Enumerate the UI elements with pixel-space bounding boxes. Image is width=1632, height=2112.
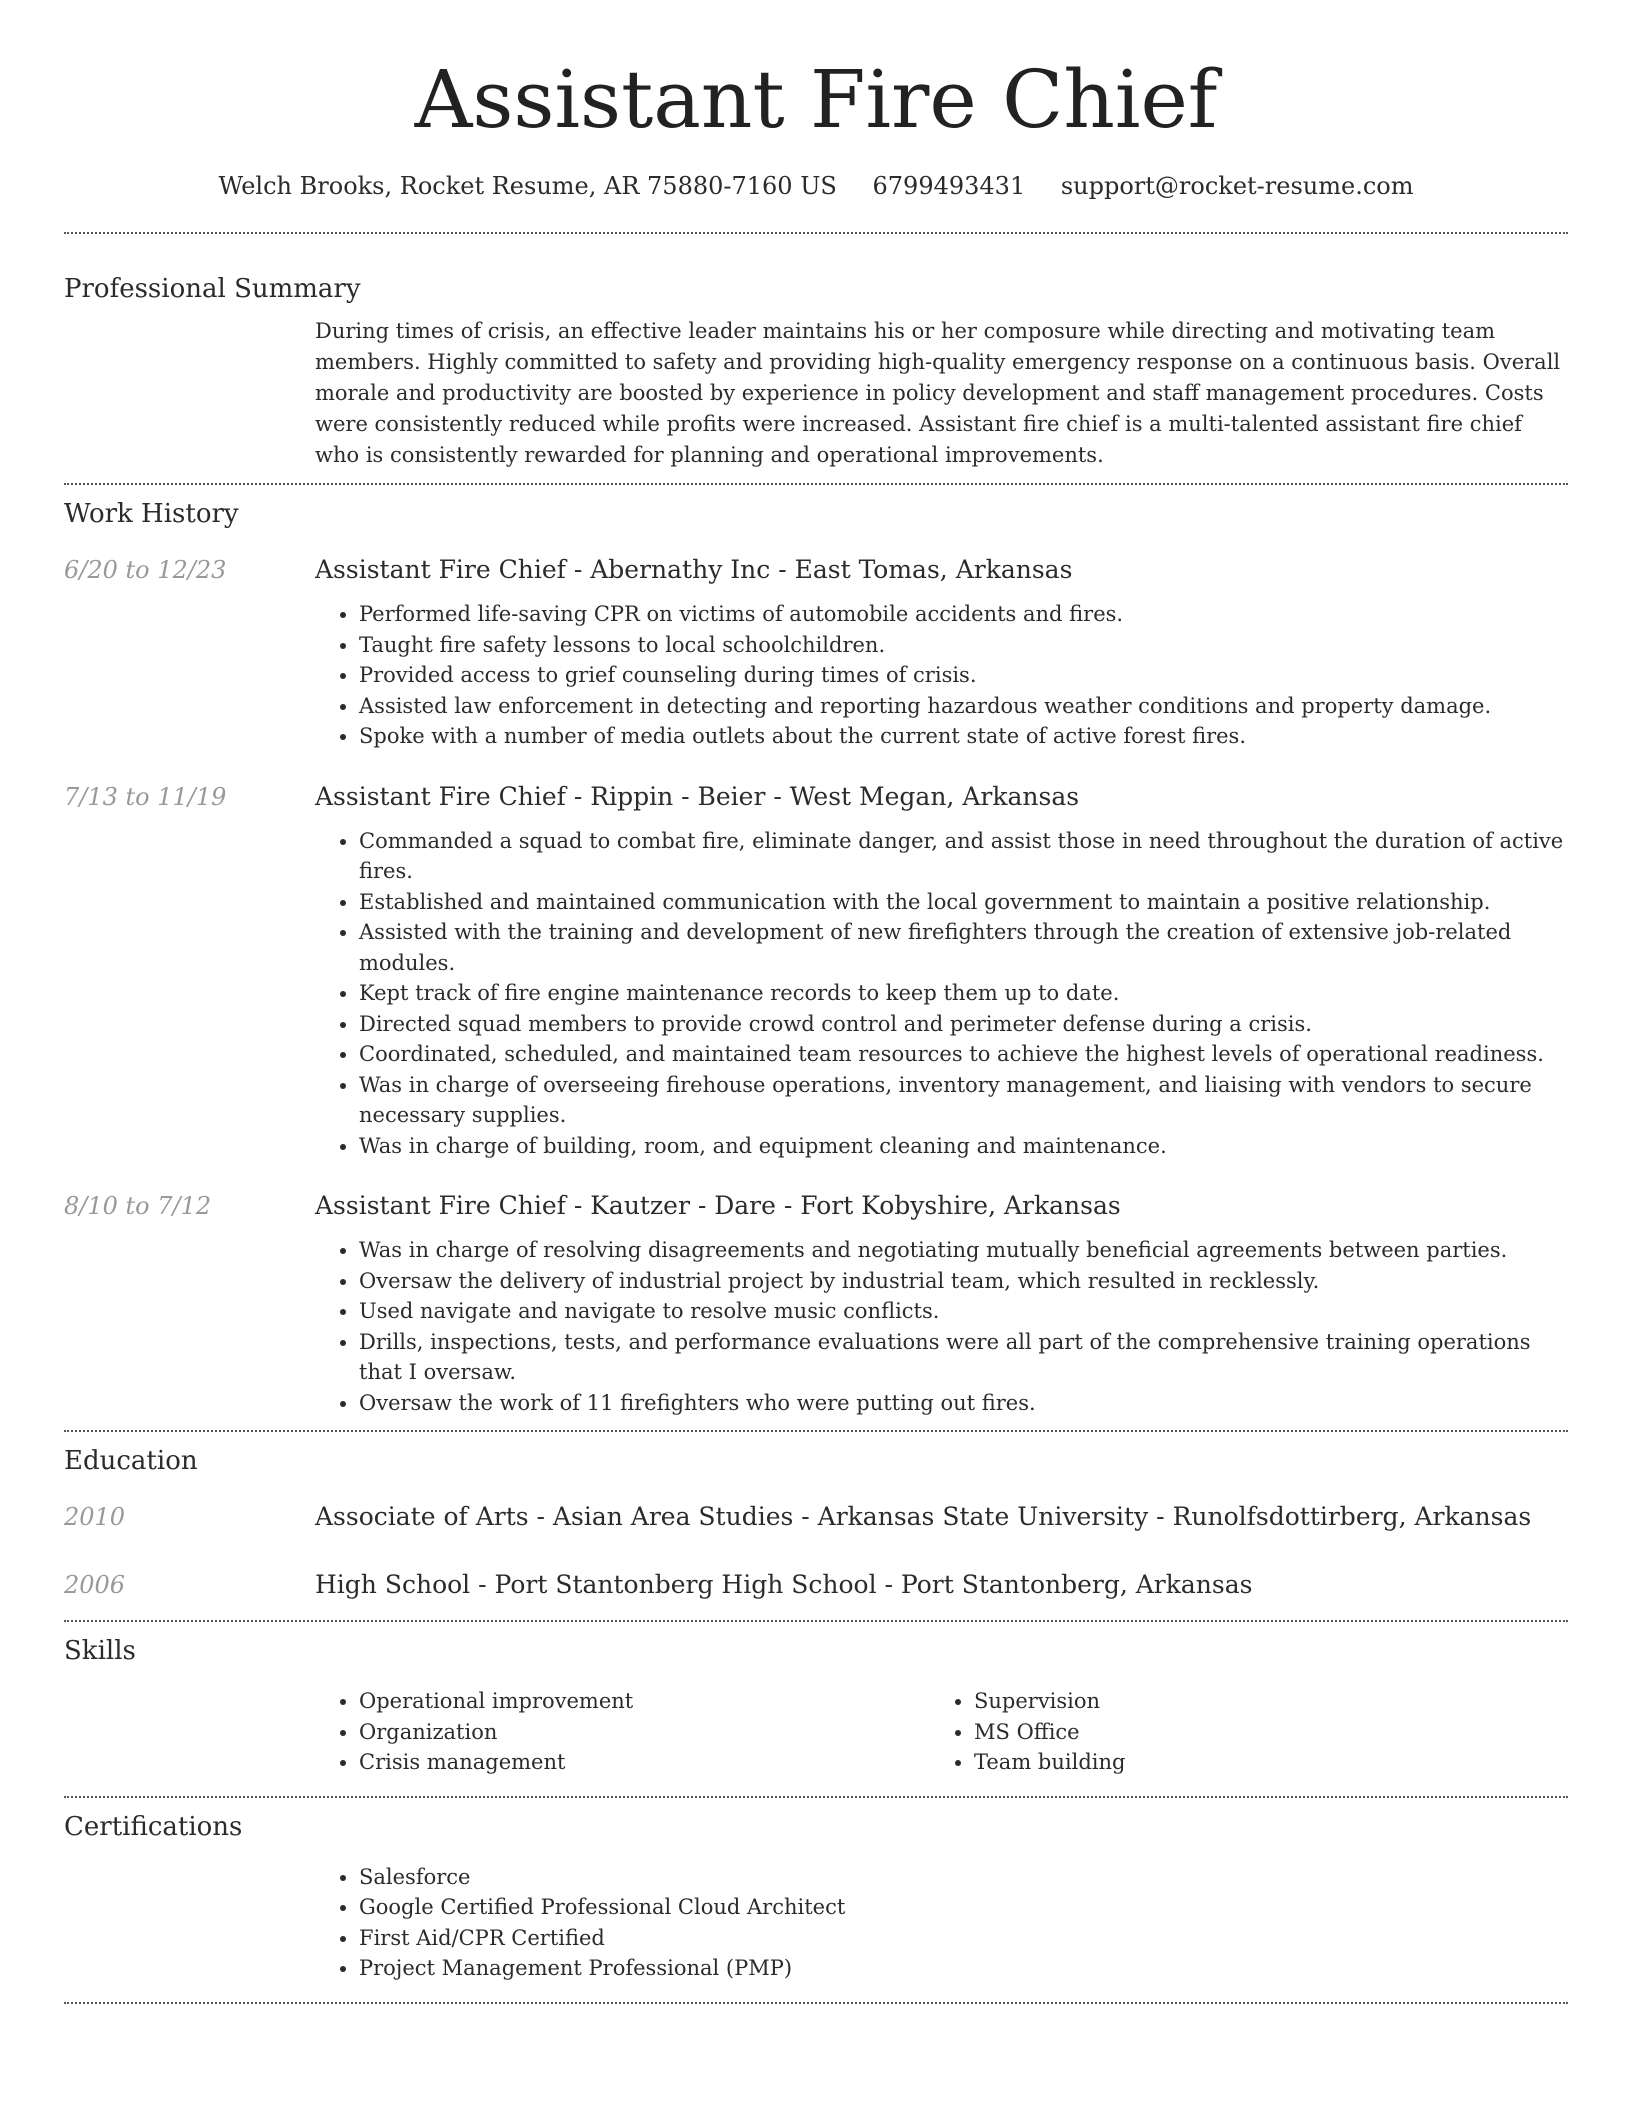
job-dates: 7/13 to 11/19 bbox=[64, 782, 227, 811]
job-bullet: • Assisted with the training and development of new firefighters through the creation of extensive job-related modules. bbox=[359, 917, 1568, 978]
job-details: - Rippin - Beier - West Megan, Arkansas bbox=[565, 781, 1080, 811]
summary-text: During times of crisis, an effective leader maintains his or her composure while directing and motivating team members. Highly committed to safety and providing high-quality emergency response on a continuous basis. Overall morale and productivity are boosted by experience in policy development and staff management procedures. Costs were consistently reduced while profits were increased. Assistant fire chief is a multi-talented assistant fire chief who is consistently rewarded for planning and operational improvements. bbox=[315, 319, 1561, 467]
contact-phone: 6799493431 bbox=[872, 172, 1026, 200]
job-bullets bbox=[315, 826, 1568, 1162]
job-entry bbox=[64, 553, 1568, 752]
certification-item: • First Aid/CPR Certified bbox=[359, 1923, 1568, 1954]
job-bullets bbox=[315, 599, 1568, 752]
job-role: Assistant Fire Chief bbox=[315, 555, 566, 584]
job-bullet: • Established and maintained communication with the local government to maintain a positive relationship. bbox=[359, 887, 1568, 918]
section-divider bbox=[64, 232, 1568, 234]
job-bullet: • Was in charge of building, room, and equipment cleaning and maintenance. bbox=[359, 1131, 1568, 1162]
job-role: Assistant Fire Chief bbox=[315, 781, 566, 811]
job-bullet: • Kept track of fire engine maintenance records to keep them up to date. bbox=[359, 978, 1568, 1009]
job-bullets bbox=[315, 1235, 1568, 1418]
section-divider bbox=[64, 1620, 1568, 1622]
job-bullet: • Commanded a squad to combat fire, eliminate danger, and assist those in need throughout the duration of active fires. bbox=[359, 826, 1568, 887]
education-degree: Associate of Arts bbox=[315, 1502, 529, 1531]
job-details: - Abernathy Inc - East Tomas, Arkansas bbox=[565, 555, 1073, 584]
resume-page bbox=[64, 0, 1568, 2004]
contact-email: support@rocket-resume.com bbox=[1060, 172, 1414, 200]
job-heading bbox=[315, 553, 1568, 587]
job-bullet: • Drills, inspections, tests, and performance evaluations were all part of the comprehensive training operations that I oversaw. bbox=[359, 1327, 1568, 1388]
job-bullet: • Oversaw the work of 11 firefighters who were putting out fires. bbox=[359, 1388, 1568, 1419]
job-bullet: • Spoke with a number of media outlets about the current state of active forest fires. bbox=[359, 721, 1568, 752]
section-title-work: Work History bbox=[64, 499, 239, 529]
section-title-education: Education bbox=[64, 1446, 198, 1476]
job-heading bbox=[315, 780, 1568, 814]
section-title-summary: Professional Summary bbox=[64, 274, 361, 304]
job-role: Assistant Fire Chief bbox=[315, 1191, 566, 1220]
job-bullet: • Assisted law enforcement in detecting and reporting hazardous weather conditions and property damage. bbox=[359, 691, 1568, 722]
job-dates: 6/20 to 12/23 bbox=[64, 556, 227, 584]
section-divider bbox=[64, 1796, 1568, 1798]
job-bullet: • Directed squad members to provide crowd control and perimeter defense during a crisis. bbox=[359, 1009, 1568, 1040]
job-details: - Kautzer - Dare - Fort Kobyshire, Arkansas bbox=[565, 1191, 1121, 1220]
job-entry bbox=[64, 1189, 1568, 1418]
education-entry bbox=[64, 1568, 1568, 1602]
section-divider bbox=[64, 483, 1568, 485]
skills-list bbox=[315, 1686, 1568, 1778]
education-year: 2010 bbox=[64, 1503, 126, 1531]
certifications-list bbox=[315, 1862, 1568, 1984]
job-dates: 8/10 to 7/12 bbox=[64, 1192, 212, 1220]
job-bullet: • Coordinated, scheduled, and maintained team resources to achieve the highest levels of operational readiness. bbox=[359, 1039, 1568, 1070]
education-heading bbox=[315, 1500, 1568, 1534]
job-bullet: • Provided access to grief counseling during times of crisis. bbox=[359, 660, 1568, 691]
skill-item: • MS Office bbox=[974, 1717, 1545, 1748]
education-year: 2006 bbox=[64, 1571, 126, 1599]
skill-item: • Organization bbox=[359, 1717, 930, 1748]
skill-item: • Team building bbox=[974, 1747, 1545, 1778]
education-details: - Port Stantonberg High School - Port Stantonberg, Arkansas bbox=[470, 1570, 1253, 1599]
skill-item: • Crisis management bbox=[359, 1747, 930, 1778]
job-bullet: • Taught fire safety lessons to local schoolchildren. bbox=[359, 630, 1568, 661]
certification-item: • Google Certified Professional Cloud Architect bbox=[359, 1892, 1568, 1923]
contact-line bbox=[64, 166, 1568, 206]
education-entry bbox=[64, 1500, 1568, 1534]
education-degree: High School bbox=[315, 1570, 471, 1599]
section-divider bbox=[64, 2002, 1568, 2004]
section-title-skills: Skills bbox=[64, 1636, 136, 1666]
section-title-certifications: Certifications bbox=[64, 1811, 243, 1842]
job-bullet: • Used navigate and navigate to resolve music conflicts. bbox=[359, 1296, 1568, 1327]
contact-address: Welch Brooks, Rocket Resume, AR 75880-7160 US bbox=[218, 172, 837, 200]
certification-item: • Salesforce bbox=[359, 1862, 1568, 1893]
section-divider bbox=[64, 1430, 1568, 1432]
certification-item: • Project Management Professional (PMP) bbox=[359, 1953, 1568, 1984]
job-bullet: • Was in charge of overseeing firehouse operations, inventory management, and liaising with vendors to secure necessary supplies. bbox=[359, 1070, 1568, 1131]
skills-column-left bbox=[315, 1686, 930, 1778]
education-heading bbox=[315, 1568, 1568, 1602]
job-heading bbox=[315, 1189, 1568, 1223]
education-details: - Asian Area Studies - Arkansas State University - Runolfsdottirberg, Arkansas bbox=[528, 1502, 1532, 1531]
skill-item: • Supervision bbox=[974, 1686, 1545, 1717]
job-bullet: • Performed life-saving CPR on victims of automobile accidents and fires. bbox=[359, 599, 1568, 630]
candidate-name: Assistant Fire Chief bbox=[414, 53, 1218, 146]
job-bullet: • Was in charge of resolving disagreements and negotiating mutually beneficial agreements between parties. bbox=[359, 1235, 1568, 1266]
job-entry bbox=[64, 780, 1568, 1162]
skill-item: • Operational improvement bbox=[359, 1686, 930, 1717]
job-bullet: • Oversaw the delivery of industrial project by industrial team, which resulted in recklessly. bbox=[359, 1266, 1568, 1297]
skills-column-right bbox=[930, 1686, 1545, 1778]
